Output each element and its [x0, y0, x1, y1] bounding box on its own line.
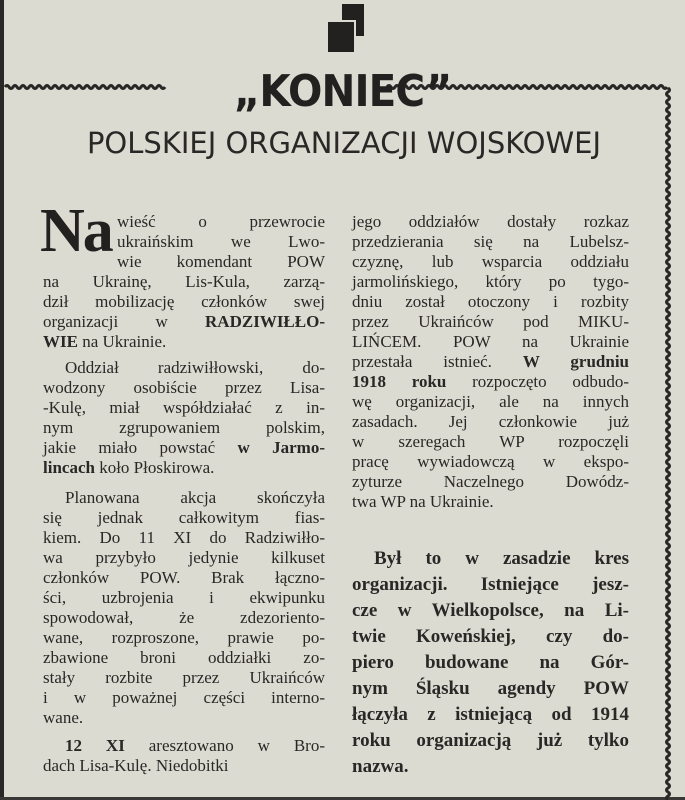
text-line: [352, 650, 629, 676]
headline: „KONIEC”: [233, 66, 452, 117]
text-line: [43, 668, 325, 688]
text-line: [117, 212, 325, 232]
text: jego oddziałów dostały rozkaz: [352, 212, 629, 231]
text: przestała istnieć.: [352, 352, 523, 371]
text-line: [43, 708, 325, 728]
text-line: [43, 272, 325, 292]
text-line: [352, 312, 629, 332]
text: Planowana akcja skończyła: [65, 488, 325, 507]
text: łączyła z istniejącą od 1914: [352, 704, 629, 725]
text-line: [43, 608, 325, 628]
text: cze w Wielkopolsce, na Li-: [352, 600, 629, 621]
text: zbawione broni oddziałki zo-: [43, 648, 325, 667]
text: przez Ukraińców pod MIKU-: [352, 312, 629, 331]
text-line: [352, 292, 629, 312]
text-line: [43, 398, 325, 418]
text-line: [352, 676, 629, 702]
text-line: [352, 452, 629, 472]
text: wane, rozproszone, prawie po-: [43, 628, 325, 647]
text: -Kulę, miał współdziałać z in-: [43, 398, 325, 417]
text: się jednak całkowitym fias-: [43, 508, 325, 527]
bold-text: w Jarmo-: [237, 438, 325, 457]
text: koło Płoskirowa.: [94, 458, 215, 477]
text-line: [43, 508, 325, 528]
text: jakie miało powstać: [43, 438, 238, 457]
text-line: [43, 418, 325, 438]
text-line: [352, 352, 629, 372]
text-line: [352, 432, 629, 452]
text-line: [352, 252, 629, 272]
text: twa WP na Ukrainie.: [352, 492, 494, 511]
text-line: [43, 438, 325, 458]
text-line: [65, 736, 325, 756]
text-line: [43, 588, 325, 608]
text: nazwa.: [352, 756, 409, 777]
text: w szeregach WP rozpoczęli: [352, 432, 629, 451]
text-line: [352, 472, 629, 492]
text-line: [43, 548, 325, 568]
text: wane.: [43, 708, 84, 727]
text-line: [352, 624, 629, 650]
text: aresztowano w Bro-: [124, 736, 325, 755]
text: twie Koweńskiej, czy do-: [352, 626, 629, 647]
text: organizacji w: [43, 312, 206, 331]
text: przedzierania się na Lubelsz-: [352, 232, 629, 251]
text: na Ukrainie.: [77, 332, 167, 351]
text: na Ukrainę, Lis-Kula, zarzą-: [43, 272, 325, 291]
text-line: [117, 232, 325, 252]
text: stały rozbite przez Ukraińców: [43, 668, 325, 687]
text: dniu został otoczony i rozbity: [352, 292, 629, 311]
overlapping-squares-logo: [328, 4, 378, 52]
text: ści, uzbrojenia i ekwipunku: [43, 588, 325, 607]
text: wę organizacji, ale na innych: [352, 392, 629, 411]
text-line: [43, 292, 325, 312]
text-line: [43, 528, 325, 548]
text-line: [352, 412, 629, 432]
text: roku organizacją już tylko: [352, 730, 629, 751]
text-line: [43, 756, 325, 776]
text: piero budowane na Gór-: [352, 652, 629, 673]
text: wa przybyło jedynie kilkuset: [43, 548, 325, 567]
text-line: [43, 378, 325, 398]
drop-cap: Na: [40, 197, 112, 265]
text-line: [43, 568, 325, 588]
text: LIŃCEM. POW na Ukrainie: [352, 332, 629, 351]
bold-text: lincach: [43, 458, 95, 477]
text: ukraińskim we Lwo-: [117, 232, 325, 251]
text-line: [43, 628, 325, 648]
text-line: [352, 212, 629, 232]
text: nym Śląsku agendy POW: [352, 678, 629, 699]
text: rozpoczęto odbudo-: [446, 372, 629, 391]
text: organizacji. Istniejące jesz-: [352, 574, 629, 595]
text-line: [352, 702, 629, 728]
text-line: [65, 488, 325, 508]
text-line: [352, 754, 629, 780]
text: zasadach. Jej członkowie już: [352, 412, 629, 431]
text-line: [352, 492, 629, 512]
text-line: [352, 598, 629, 624]
text-line: [43, 332, 325, 352]
text: Był to w zasadzie kres: [374, 548, 629, 569]
text-line: [117, 252, 325, 272]
text-line: [352, 572, 629, 598]
text: spowodował, że zdezoriento-: [43, 608, 325, 627]
text-line: [43, 648, 325, 668]
bold-text: 1918 roku: [352, 372, 447, 391]
bold-text: W grudniu: [522, 352, 630, 371]
subheadline: POLSKIEJ ORGANIZACJI WOJSKOWEJ: [86, 126, 602, 160]
text: Oddział radziwiłłowski, do-: [65, 358, 325, 377]
text-line: [352, 392, 629, 412]
text: wieść o przewrocie: [117, 212, 325, 231]
text-line: [352, 372, 629, 392]
text: jarmolińskiego, który po tygo-: [352, 272, 629, 291]
text: członków POW. Brak łączno-: [43, 568, 325, 587]
text: wodzony osobiście przez Lisa-: [43, 378, 325, 397]
text-line: [352, 728, 629, 754]
bold-text: WIE: [43, 332, 78, 351]
text-line: [374, 546, 629, 572]
bold-text: RADZIWIŁŁO-: [205, 312, 325, 331]
text: kiem. Do 11 XI do Radziwiłło-: [43, 528, 325, 547]
text: wie komendant POW: [117, 252, 325, 271]
text-line: [65, 358, 325, 378]
text: nym zgrupowaniem polskim,: [43, 418, 325, 437]
text: zyturze Naczelnego Dowódz-: [352, 472, 629, 491]
text: dach Lisa-Kulę. Niedobitki: [43, 756, 229, 775]
text-line: [43, 458, 325, 478]
text: dził mobilizację członków swej: [43, 292, 325, 311]
text: i w poważnej części interno-: [43, 688, 325, 707]
text: czyznę, lub wsparcia oddziału: [352, 252, 629, 271]
text-line: [43, 688, 325, 708]
text-line: [352, 332, 629, 352]
text-line: [352, 232, 629, 252]
text: pracę wywiadowczą w ekspo-: [352, 452, 629, 471]
text-line: [43, 312, 325, 332]
text-line: [352, 272, 629, 292]
bold-text: 12 XI: [65, 736, 125, 755]
